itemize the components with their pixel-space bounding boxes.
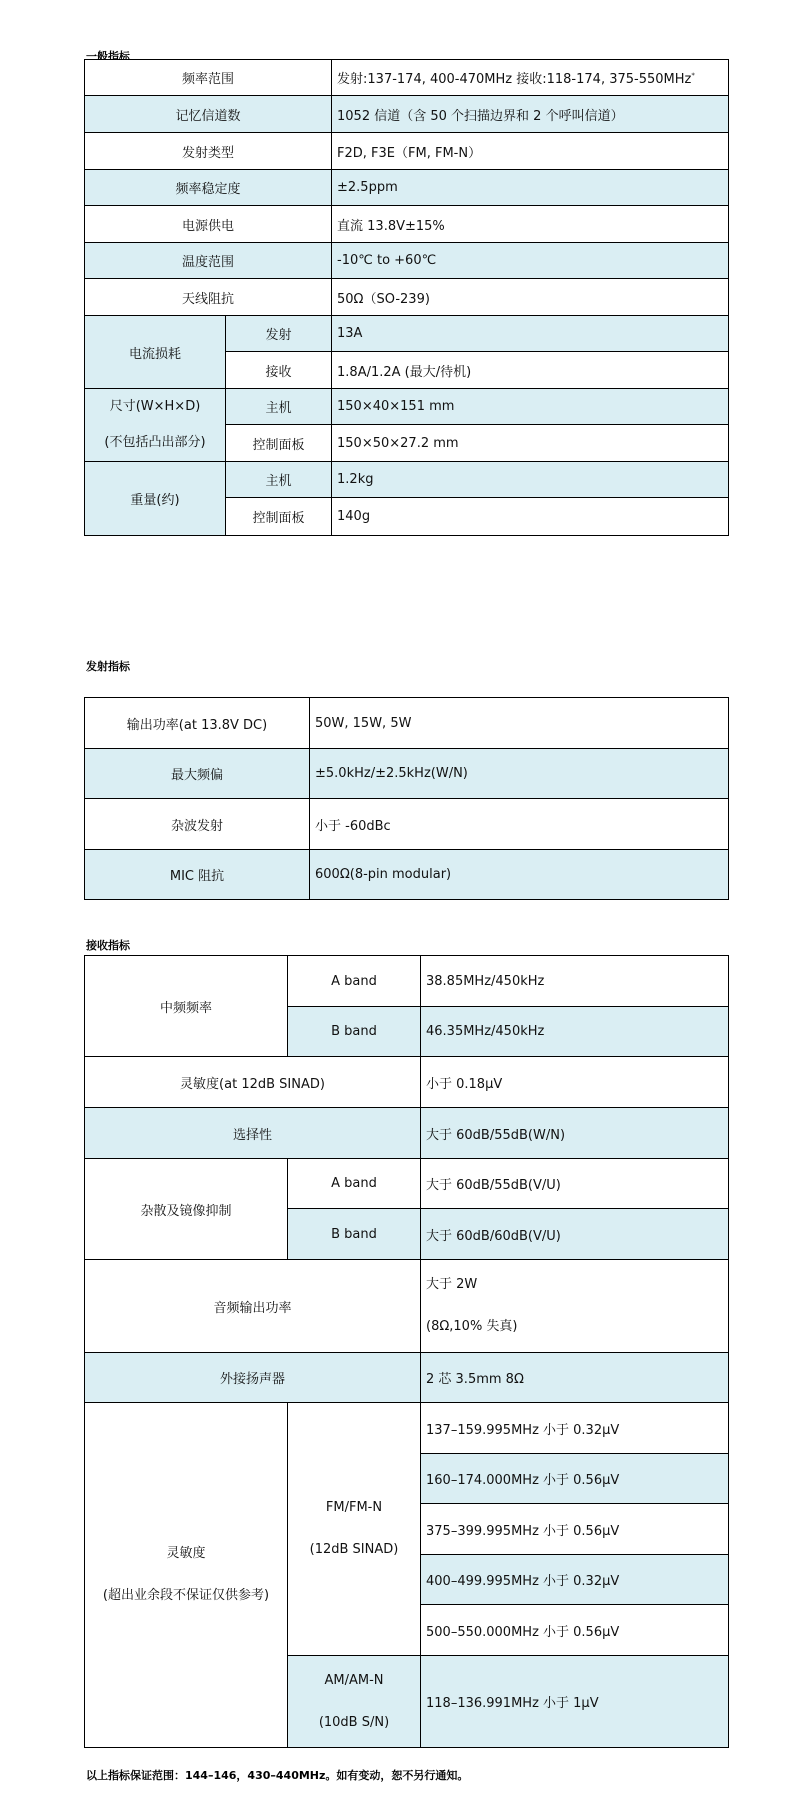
am-mode-label	[288, 1656, 421, 1748]
am-mode-line1: AM/AM-N	[324, 1672, 384, 1688]
spurious-value: 小于 -60dBc	[310, 799, 729, 850]
table-row	[85, 1403, 729, 1454]
audio-output-value	[421, 1260, 729, 1353]
table-row	[85, 956, 729, 1007]
size-main-label: 主机	[226, 389, 332, 425]
spur-a-value: 大于 60dB/55dB(V/U)	[421, 1159, 729, 1209]
output-power-label: 输出功率(at 13.8V DC)	[85, 698, 310, 749]
section-title-general: 一般指标	[86, 50, 130, 63]
antenna-value: 50Ω（SO-239)	[332, 279, 729, 316]
current-rx-value: 1.8A/1.2A (最大/待机)	[332, 352, 729, 389]
table-row	[85, 316, 729, 352]
emission-label: 发射类型	[85, 133, 332, 170]
channels-value: 1052 信道（含 50 个扫描边界和 2 个呼叫信道）	[332, 96, 729, 133]
fm-sens-row: 137–159.995MHz 小于 0.32μV	[421, 1403, 729, 1454]
stability-label: 频率稳定度	[85, 170, 332, 206]
size-panel-label: 控制面板	[226, 425, 332, 462]
freq-range-value	[332, 60, 729, 96]
size-panel-value: 150×50×27.2 mm	[332, 425, 729, 462]
mic-label: MIC 阻抗	[85, 850, 310, 900]
size-main-value: 150×40×151 mm	[332, 389, 729, 425]
deviation-label: 最大频偏	[85, 749, 310, 799]
table-row	[85, 1108, 729, 1159]
size-label	[85, 389, 226, 462]
table-row	[85, 206, 729, 243]
fm-sens-row: 160–174.000MHz 小于 0.56μV	[421, 1454, 729, 1504]
weight-main-value: 1.2kg	[332, 462, 729, 498]
table-row	[85, 170, 729, 206]
table-row	[85, 749, 729, 799]
temp-value: -10℃ to +60℃	[332, 243, 729, 279]
current-label: 电流损耗	[85, 316, 226, 389]
table-row	[85, 1353, 729, 1403]
transmit-specs-table	[84, 697, 729, 900]
freq-range-mark: *	[691, 71, 695, 80]
power-label: 电源供电	[85, 206, 332, 243]
fm-mode-line1: FM/FM-N	[325, 1500, 383, 1515]
if-b-label: B band	[288, 1007, 421, 1057]
spur-a-label: A band	[288, 1159, 421, 1209]
if-b-value: 46.35MHz/450kHz	[421, 1007, 729, 1057]
speaker-value: 2 芯 3.5mm 8Ω	[421, 1353, 729, 1403]
section-title-transmit: 发射指标	[86, 660, 130, 673]
spurious-rejection-label: 杂散及镜像抑制	[85, 1159, 288, 1260]
stability-value: ±2.5ppm	[332, 170, 729, 206]
sensitivity-band-label	[85, 1403, 288, 1748]
audio-output-label: 音频输出功率	[85, 1260, 421, 1353]
weight-panel-value: 140g	[332, 498, 729, 536]
table-row	[85, 96, 729, 133]
speaker-label: 外接扬声器	[85, 1353, 421, 1403]
spur-b-value: 大于 60dB/60dB(V/U)	[421, 1209, 729, 1260]
selectivity-value: 大于 60dB/55dB(W/N)	[421, 1108, 729, 1159]
sensitivity-band-line2: (超出业余段不保证仅供参考)	[102, 1588, 270, 1603]
sensitivity-band-line1: 灵敏度	[166, 1546, 206, 1561]
size-label-line2: (不包括凸出部分)	[104, 435, 206, 450]
table-row	[85, 389, 729, 425]
table-row	[85, 698, 729, 749]
sensitivity-value: 小于 0.18μV	[421, 1057, 729, 1108]
deviation-value: ±5.0kHz/±2.5kHz(W/N)	[310, 749, 729, 799]
fm-mode-line2: (12dB SINAD)	[309, 1542, 399, 1557]
table-row	[85, 850, 729, 900]
current-tx-value: 13A	[332, 316, 729, 352]
if-a-label: A band	[288, 956, 421, 1007]
selectivity-label: 选择性	[85, 1108, 421, 1159]
general-specs-table	[84, 59, 729, 536]
audio-output-line1: 大于 2W	[426, 1277, 478, 1292]
emission-value: F2D, F3E（FM, FM-N）	[332, 133, 729, 170]
table-row	[85, 1057, 729, 1108]
fm-sens-row: 500–550.000MHz 小于 0.56μV	[421, 1605, 729, 1656]
spur-b-label: B band	[288, 1209, 421, 1260]
weight-main-label: 主机	[226, 462, 332, 498]
output-power-value: 50W, 15W, 5W	[310, 698, 729, 749]
table-row	[85, 60, 729, 96]
if-freq-label: 中频频率	[85, 956, 288, 1057]
freq-range-label: 频率范围	[85, 60, 332, 96]
fm-sens-row: 375–399.995MHz 小于 0.56μV	[421, 1504, 729, 1555]
temp-label: 温度范围	[85, 243, 332, 279]
am-mode-line2: (10dB S/N)	[318, 1714, 390, 1730]
table-row	[85, 133, 729, 170]
current-tx-label: 发射	[226, 316, 332, 352]
fm-mode-label	[288, 1403, 421, 1656]
table-row	[85, 243, 729, 279]
table-row	[85, 462, 729, 498]
table-row	[85, 1260, 729, 1353]
channels-label: 记忆信道数	[85, 96, 332, 133]
mic-value: 600Ω(8-pin modular)	[310, 850, 729, 900]
footer-note: 以上指标保证范围：144–146，430–440MHz。如有变动，恕不另行通知。	[86, 1769, 469, 1782]
receive-specs-table	[84, 955, 729, 1748]
if-a-value: 38.85MHz/450kHz	[421, 956, 729, 1007]
spurious-label: 杂波发射	[85, 799, 310, 850]
table-row	[85, 1159, 729, 1209]
current-rx-label: 接收	[226, 352, 332, 389]
antenna-label: 天线阻抗	[85, 279, 332, 316]
section-title-receive: 接收指标	[86, 939, 130, 952]
size-label-line1: 尺寸(W×H×D)	[109, 399, 201, 414]
am-sens-value: 118–136.991MHz 小于 1μV	[421, 1656, 729, 1748]
fm-sens-row: 400–499.995MHz 小于 0.32μV	[421, 1555, 729, 1605]
weight-panel-label: 控制面板	[226, 498, 332, 536]
audio-output-line2: (8Ω,10% 失真)	[426, 1319, 518, 1334]
sensitivity-label: 灵敏度(at 12dB SINAD)	[85, 1057, 421, 1108]
weight-label: 重量(约)	[85, 462, 226, 536]
table-row	[85, 799, 729, 850]
freq-range-text: 发射:137-174, 400-470MHz 接收:118-174, 375-550MHz	[337, 72, 692, 87]
power-value: 直流 13.8V±15%	[332, 206, 729, 243]
table-row	[85, 279, 729, 316]
